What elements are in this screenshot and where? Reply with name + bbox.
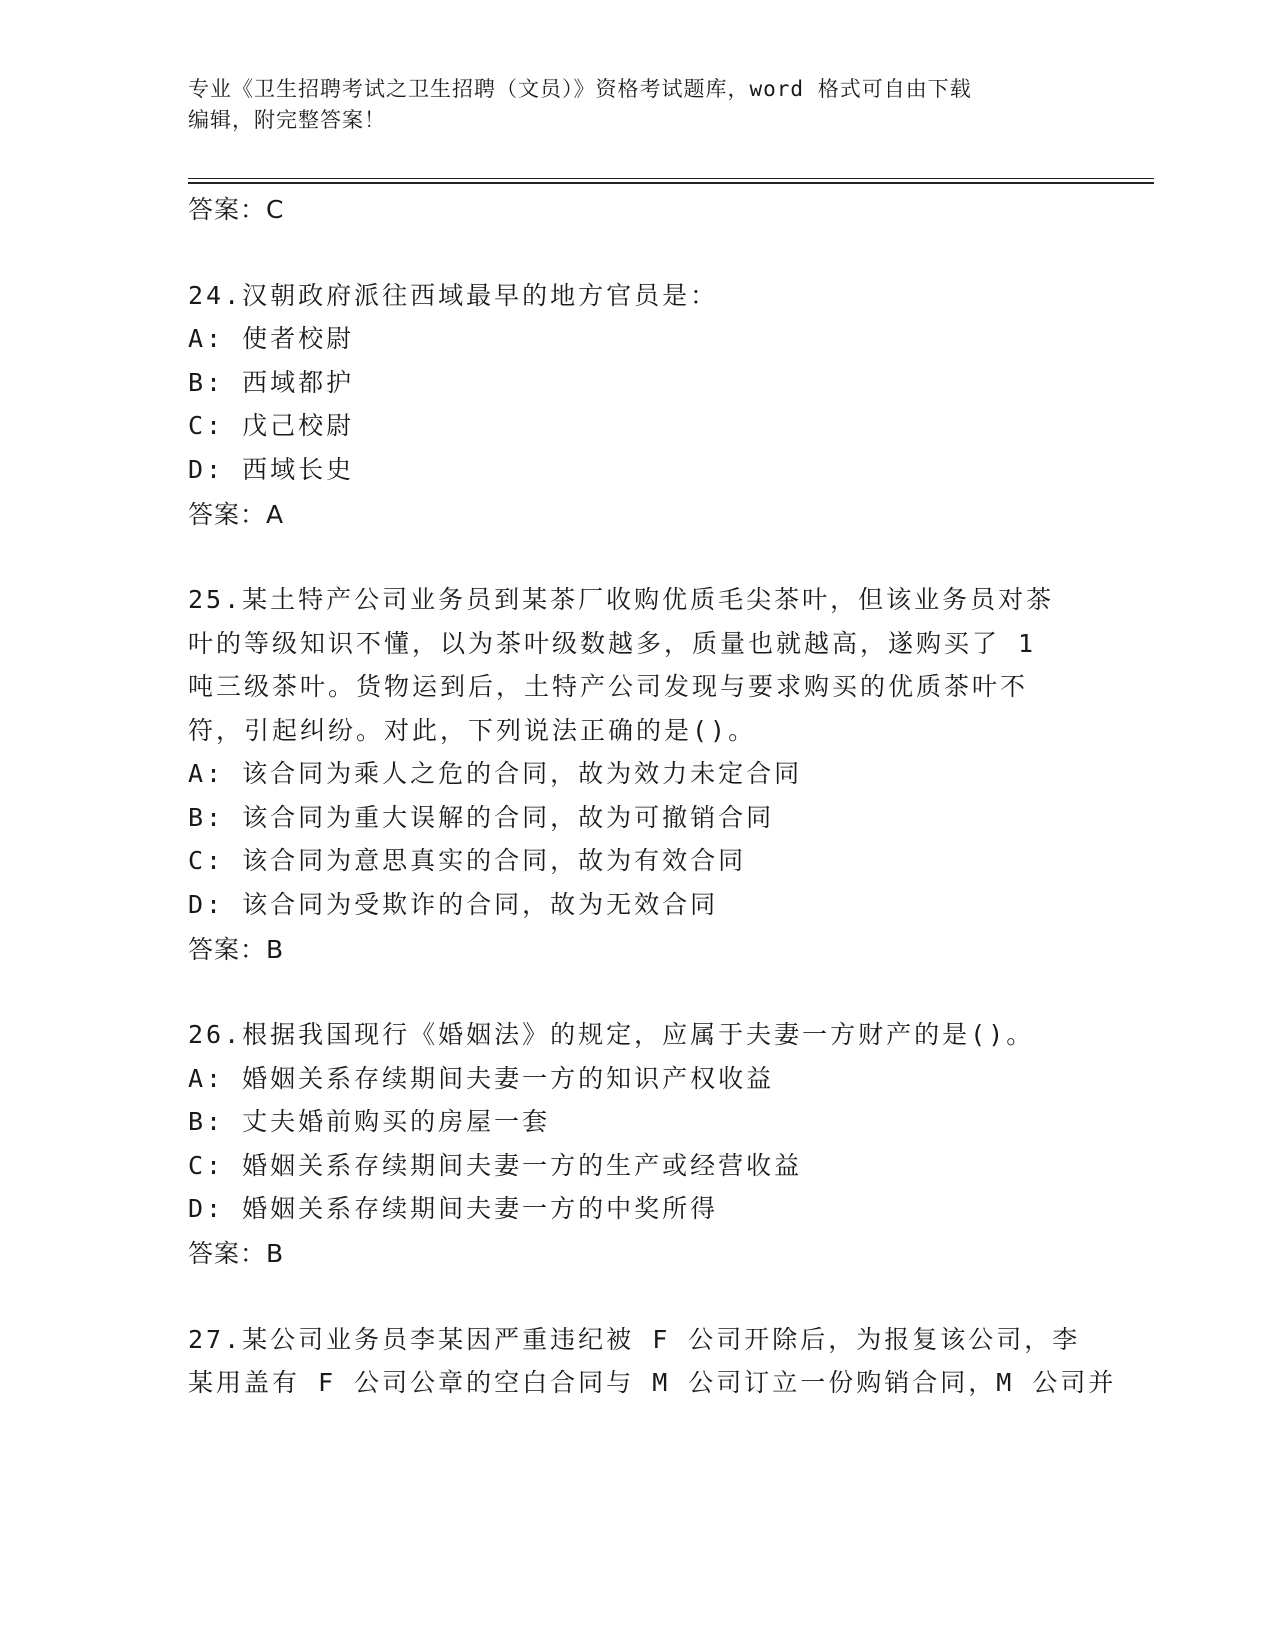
header-line-1: 专业《卫生招聘考试之卫生招聘（文员）》资格考试题库，word 格式可自由下载 — [188, 77, 972, 101]
question-24-option-d: D: 西域长史 — [188, 455, 355, 484]
question-25-answer: 答案：B — [188, 935, 285, 964]
previous-answer: 答案：C — [188, 195, 285, 224]
question-25-option-b: B: 该合同为重大误解的合同，故为可撤销合同 — [188, 803, 775, 832]
question-24-option-a: A: 使者校尉 — [188, 324, 355, 353]
header-divider-thick — [188, 182, 1154, 184]
question-26-option-d: D: 婚姻关系存续期间夫妻一方的中奖所得 — [188, 1194, 719, 1223]
header-divider-thin — [188, 178, 1154, 179]
question-25-stem-line-1: 25.某土特产公司业务员到某茶厂收购优质毛尖茶叶，但该业务员对茶 — [188, 585, 1055, 614]
header-line-2: 编辑，附完整答案！ — [188, 108, 386, 132]
question-27-stem-line-1: 27.某公司业务员李某因严重违纪被 F 公司开除后，为报复该公司，李 — [188, 1325, 1081, 1354]
question-27-stem-line-2: 某用盖有 F 公司公章的空白合同与 M 公司订立一份购销合同，M 公司并 — [188, 1368, 1117, 1397]
question-24-answer: 答案：A — [188, 500, 285, 529]
question-24-option-c: C: 戊己校尉 — [188, 411, 355, 440]
document-header — [188, 74, 1088, 136]
question-25-option-a: A: 该合同为乘人之危的合同，故为效力未定合同 — [188, 759, 803, 788]
question-25-stem-line-3: 吨三级茶叶。货物运到后，土特产公司发现与要求购买的优质茶叶不 — [188, 672, 1029, 701]
question-26-answer: 答案：B — [188, 1239, 285, 1268]
question-25-option-c: C: 该合同为意思真实的合同，故为有效合同 — [188, 846, 747, 875]
question-25-stem-line-2: 叶的等级知识不懂，以为茶叶级数越多，质量也就越高，遂购买了 1 — [188, 629, 1037, 658]
question-25-option-d: D: 该合同为受欺诈的合同，故为无效合同 — [188, 890, 719, 919]
question-26-stem-line-1: 26.根据我国现行《婚姻法》的规定，应属于夫妻一方财产的是()。 — [188, 1020, 1035, 1049]
question-24-option-b: B: 西域都护 — [188, 368, 355, 397]
question-26-option-b: B: 丈夫婚前购买的房屋一套 — [188, 1107, 551, 1136]
question-24-stem-line-1: 24.汉朝政府派往西域最早的地方官员是： — [188, 281, 719, 310]
question-25-stem-line-4: 符，引起纠纷。对此，下列说法正确的是()。 — [188, 716, 757, 745]
question-26-option-a: A: 婚姻关系存续期间夫妻一方的知识产权收益 — [188, 1064, 775, 1093]
question-26-option-c: C: 婚姻关系存续期间夫妻一方的生产或经营收益 — [188, 1151, 803, 1180]
